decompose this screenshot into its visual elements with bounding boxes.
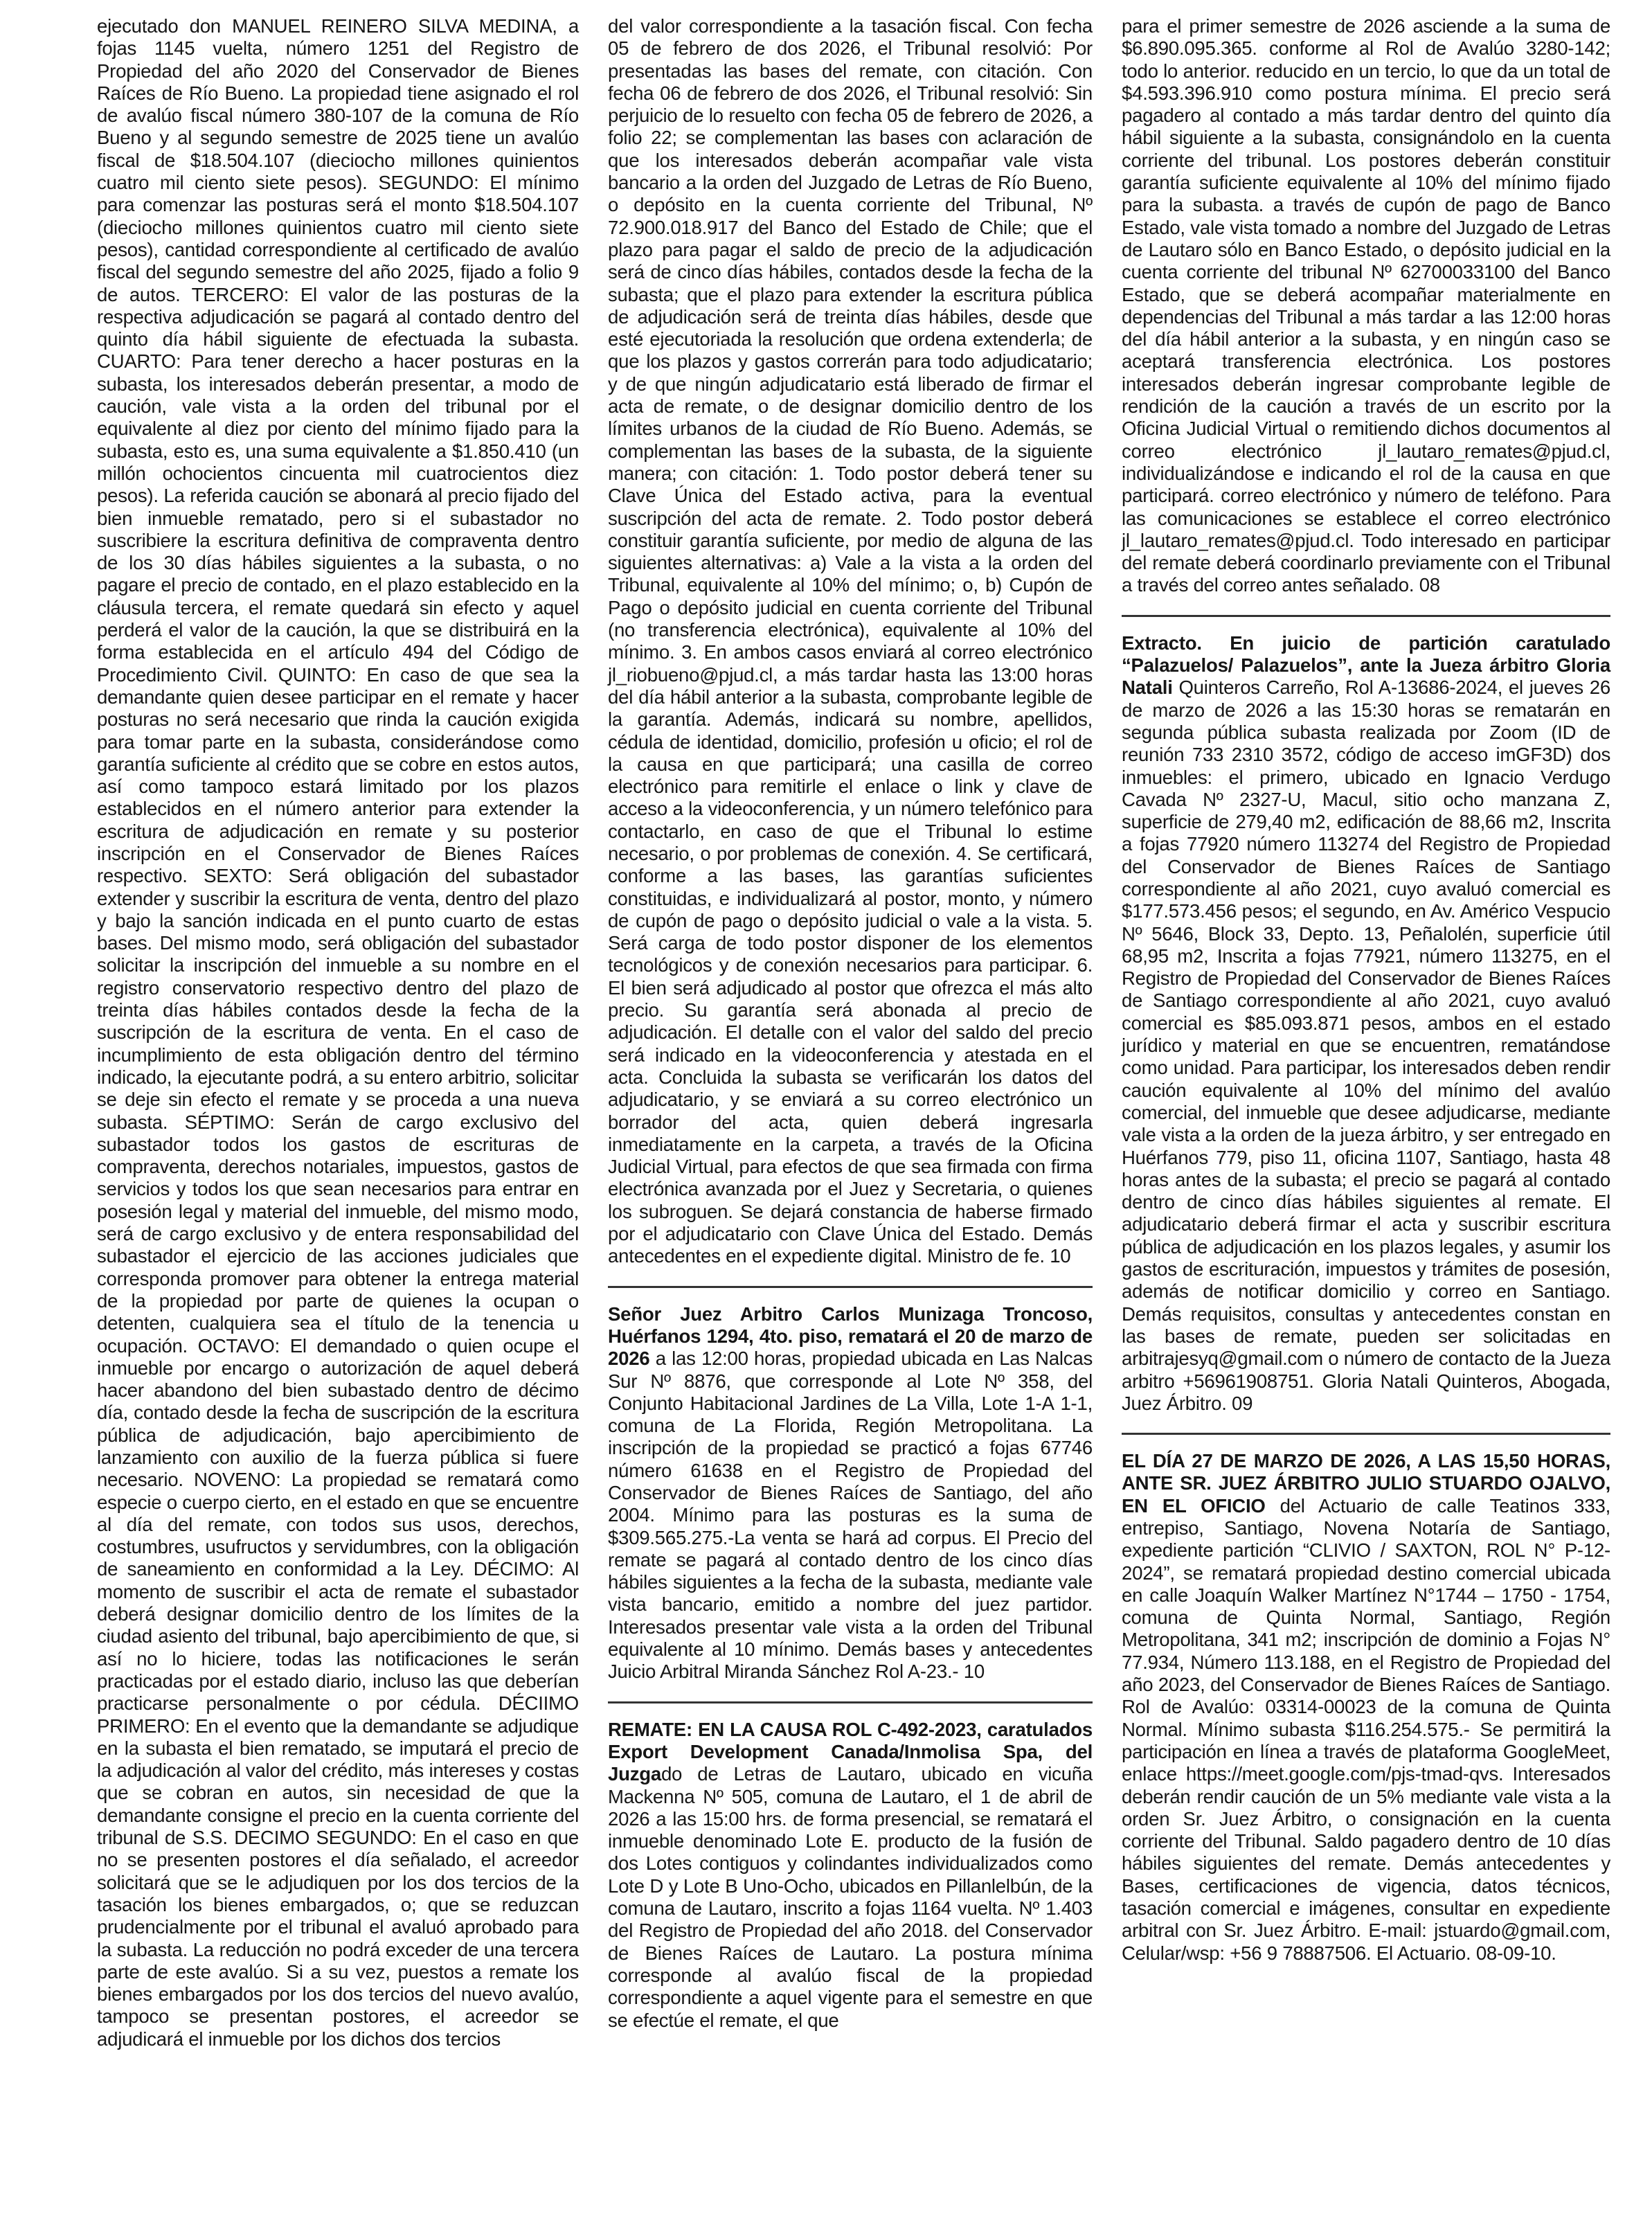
notice-body: del valor correspondiente a la tasación fiscal. Con fecha 05 de febrero de dos 2026, el Tribunal resolvió: Por presentadas las bases del remate, con citación. Con fecha 06 de febrero de dos 2026, el Tribunal resolvió: Sin perjuicio de lo resuelto con fecha 05 de febrero de 2026, a folio 22; se complementan las bases con aclaración de que los interesados deberán acompañar vale vista bancario a la orden del Juzgado de Letras de Río Bueno, o depósito en la cuenta corriente del Tribunal, Nº 72.900.018.917 del Banco del Estado de Chile; que el plazo para pagar el saldo de precio de la adjudicación será de cinco días hábiles, contados desde la fecha de la subasta; que el plazo para extender la escritura pública de adjudicación será de treinta días hábiles, desde que esté ejecutoriada la resolución que ordena extenderla; de que los plazos y gastos correrán para todo adjudicatario; y de que ningún adjudicatario está liberado de firmar el acta de remate, o de designar domicilio dentro de los límites urbanos de la ciudad de Río Bueno. Además, se complementan las bases de la subasta, de la siguiente manera; con citación: 1. Todo postor deberá tener su Clave Única del Estado activa, para la eventual suscripción del acta de remate. 2. Todo postor deberá constituir garantía suficiente, por medio de alguna de las siguientes alternativas: a) Vale a la vista a la orden del Tribunal, equivalente al 10% del mínimo; o, b) Cupón de Pago o depósito judicial en cuenta corriente del Tribunal (no transferencia electrónica), equivalente al 10% del mínimo. 3. En ambos casos enviará al correo electrónico jl_riobueno@pjud.cl, a más tardar hasta las 13:00 horas del día hábil anterior a la subasta, comprobante legible de la garantía. Además, indicará su nombre, apellidos, cédula de identidad, domicilio, profesión u oficio; el rol de la causa en que participará; una casilla de correo electrónico para remitirle el enlace o link y clave de acceso a la videoconferencia, y un número telefónico para contactarlo, en caso de que el Tribunal lo estime necesario, o por problemas de conexión. 4. Se certificará, conforme a las bases, las garantías suficientes constituidas, e individualizará al postor, monto, y número de cupón de pago o depósito judicial o vale a la vista. 5. Será carga de todo postor disponer de los elementos tecnológicos y de conexión necesarios para participar. 6. El bien será adjudicado al postor que ofrezca el más alto precio. Su garantía será abonada al precio de adjudicación. El detalle con el valor del saldo del precio será indicado en la videoconferencia y atestada en el acta. Concluida la subasta se verificarán los datos del adjudicatario, y se enviará a su correo electrónico un borrador del acta, quien deberá ingresarla inmediatamente en la carpeta, a través de la Oficina Judicial Virtual, para efectos de que sea firmada con firma electrónica avanzada por el Juez y Secretaria, o quienes los subroguen. Se dejará constancia de haberse firmado por el adjudicatario con Clave Única del Estado. Demás antecedentes en el expediente digital. Ministro de fe. 10	[608, 15, 1093, 1267]
notice-continued-rio-bueno-2	[608, 15, 1093, 1268]
column-1	[97, 15, 579, 2050]
column-2	[608, 15, 1093, 2032]
notice-heading: Señor Juez Arbitro Carlos Munizaga Troncoso, Huérfanos 1294, 4to. piso, rematará el 20 de marzo de 2026	[608, 1303, 1093, 1370]
notice-body: Quinteros Carreño, Rol A-13686-2024, el jueves 26 de marzo de 2026 a las 15:30 horas se rematarán en segunda pública subasta realizada por Zoom (ID de reunión 733 2310 3572, código de acceso imGF3D) dos inmuebles: el primero, ubicado en Ignacio Verdugo Cavada Nº 2327-U, Macul, sitio ocho manzana Z, superficie de 279,40 m2, edificación de 88,66 m2, Inscrita a fojas 77920 número 113274 del Registro de Propiedad del Conservador de Bienes Raíces de Santiago correspondiente al año 2021, cuyo avaluó comercial es $177.573.456 pesos; el segundo, en Av. Américo Vespucio Nº 5646, Block 33, Depto. 13, Peñalolén, superficie útil 68,95 m2, Inscrita a fojas 77921, número 113275, en el Registro de Propiedad del Conservador de Bienes Raíces de Santiago correspondiente al año 2021, cuyo avaluó comercial es $85.093.871 pesos, ambos en el estado jurídico y material en que se encuentren, rematándose como unidad. Para participar, los interesados deben rendir caución equivalente al 10% del mínimo del avalúo comercial, del inmueble que desee adjudicarse, mediante vale vista a la orden de la jueza árbitro, y ser entregado en Huérfanos 779, piso 11, oficina 1107, Santiago, hasta 48 horas antes de la subasta; el precio se pagará al contado dentro de cinco días hábiles siguientes al remate. El adjudicatario deberá firmar el acta y suscribir escritura pública de adjudicación en los plazos legales, y asumir los gastos de escrituración, impuestos y trámites de posesión, además de notificar domicilio y correo en Santiago. Demás requisitos, consultas y antecedentes constan en las bases de remate, pueden ser solicitadas en arbitrajesyq@gmail.com o número de contacto de la Jueza arbitro +56961908751. Gloria Natali Quinteros, Abogada, Juez Árbitro. 09	[1122, 677, 1611, 1414]
notice-clivio-saxton	[1122, 1450, 1610, 1965]
column-3	[1122, 15, 1610, 1965]
notice-body: para el primer semestre de 2026 asciende a la suma de $6.890.095.365. conforme al Rol de Avalúo 3280-142; todo lo anterior. reducido en un tercio, lo que da un total de $4.593.396.910 como postura mínima. El precio será pagadero al contado a más tardar dentro del quinto día hábil siguiente a la subasta, consignándolo en la cuenta corriente del tribunal. Los postores deberán constituir garantía suficiente equivalente al 10% del mínimo fijado para la subasta. a través de cupón de pago de Banco Estado, vale vista tomado a nombre del Juzgado de Letras de Lautaro sólo en Banco Estado, o depósito judicial en la cuenta corriente del tribunal Nº 62700033100 del Banco Estado, que se deberá acompañar materialmente en dependencias del Tribunal a más tardar a las 12:00 horas del día hábil anterior a la subasta, y en ningún caso se aceptará transferencia electrónica. Los postores interesados deberán ingresar comprobante legible de rendición de la caución a través de un escrito por la Oficina Judicial Virtual o remitiendo dichos documentos al correo electrónico jl_lautaro_remates@pjud.cl, individualizándose e indicando el rol de la causa en que participará. correo electrónico y número de teléfono. Para las comunicaciones se establece el correo electrónico jl_lautaro_remates@pjud.cl. Todo interesado en participar del remate deberá coordinarlo previamente con el Tribunal a través del correo antes señalado. 08	[1122, 15, 1610, 596]
notice-divider	[1122, 1433, 1610, 1435]
notice-body: do de Letras de Lautaro, ubicado en vicuña Mackenna Nº 505, comuna de Lautaro, el 1 de abril de 2026 a las 15:00 hrs. de forma presencial, se rematará el inmueble denominado Lote E. producto de la fusión de dos Lotes contiguos y colindantes individualizados como Lote D y Lote B Uno-Ocho, ubicados en Pillanlelbún, de la comuna de Lautaro, inscrito a fojas 1164 vuelta. Nº 1.403 del Registro de Propiedad del año 2018. del Conservador de Bienes Raíces de Lautaro. La postura mínima corresponde al avalúo fiscal de la propiedad correspondiente a aquel vigente para el semestre en que se efectúe el remate, el que	[608, 1763, 1093, 2031]
notice-heading: EL DÍA 27 DE MARZO DE 2026, A LAS 15,50 HORAS, ANTE SR. JUEZ ÁRBITRO JULIO STUARDO OJALVO, EN EL OFICIO	[1122, 1450, 1610, 1517]
notice-palazuelos	[1122, 632, 1610, 1415]
notice-body: del Actuario de calle Teatinos 333, entrepiso, Santiago, Novena Notaría de Santiago, expediente partición “CLIVIO / SAXTON, ROL N° P-12-2024”, se rematará propiedad destino comercial ubicada en calle Joaquín Walker Martínez N°1744 – 1750 - 1754, comuna de Quinta Normal, Santiago, Región Metropolitana, 341 m2; inscripción de dominio a Fojas N° 77.934, Número 113.188, en el Registro de Propiedad del año 2023, del Conservador de Bienes Raíces de Santiago. Rol de Avalúo: 03314-00023 de la comuna de Quinta Normal. Mínimo subasta $116.254.575.- Se permitirá la participación en línea a través de plataforma GoogleMeet, enlace https://meet.google.com/pjs-tmad-qvs. Interesados deberán rendir caución de un 5% mediante vale vista a la orden Sr. Juez Árbitro, o consignación en la cuenta corriente del Tribunal. Saldo pagadero dentro de 10 días hábiles siguientes del remate. Demás antecedentes y Bases, certificaciones de vigencia, datos técnicos, tasación comercial e imágenes, consultar en expediente arbitral con Sr. Juez Árbitro. E-mail: jstuardo@gmail.com, Celular/wsp: +56 9 78887506. El Actuario. 08-09-10.	[1122, 1494, 1611, 1964]
notice-continued-rio-bueno	[97, 15, 579, 2050]
notice-continued-lautaro	[1122, 15, 1610, 597]
notice-body: ejecutado don MANUEL REINERO SILVA MEDINA, a fojas 1145 vuelta, número 1251 del Registro de Propiedad del año 2020 del Conservador de Bienes Raíces de Río Bueno. La propiedad tiene asignado el rol de avalúo fiscal número 380-107 de la comuna de Río Bueno y al segundo semestre de 2025 tiene un avalúo fiscal de $18.504.107 (dieciocho millones quinientos cuatro mil ciento siete pesos). SEGUNDO: El mínimo para comenzar las posturas será el monto $18.504.107 (dieciocho millones quinientos cuatro mil ciento siete pesos), cantidad correspondiente al certificado de avalúo fiscal del segundo semestre del año 2025, fijado a folio 9 de autos. TERCERO: El valor de las posturas de la respectiva adjudicación se pagará al contado dentro del quinto día hábil siguiente de efectuada la subasta. CUARTO: Para tener derecho a hacer posturas en la subasta, los interesados deberán presentar, a modo de caución, vale vista a la orden del tribunal por el equivalente al diez por ciento del mínimo fijado para la subasta, esto es, una suma equivalente a $1.850.410 (un millón ochocientos cincuenta mil cuatrocientos diez pesos). La referida caución se abonará al precio fijado del bien inmueble rematado, pero si el subastador no suscribiere la escritura definitiva de compraventa dentro de los 30 días hábiles siguientes a la subasta, o no pagare el precio de contado, en el plazo establecido en la cláusula tercera, el remate quedará sin efecto y aquel perderá el valor de la caución, la que se distribuirá en la forma establecida en el artículo 494 del Código de Procedimiento Civil. QUINTO: En caso de que sea la demandante quien desee participar en el remate y hacer posturas no será necesario que rinda la caución exigida para tomar parte en la subasta, considerándose como garantía suficiente al crédito que se cobre en estos autos, así como tampoco estará limitado por los plazos establecidos en el número anterior para extender la escritura de adjudicación en remate y su posterior inscripción en el Conservador de Bienes Raíces respectivo. SEXTO: Será obligación del subastador extender y suscribir la escritura de venta, dentro del plazo y bajo la sanción indicada en el punto cuarto de estas bases. Del mismo modo, será obligación del subastador solicitar la inscripción del inmueble a su nombre en el registro conservatorio respectivo dentro del plazo de treinta días hábiles contados desde la fecha de la suscripción de la escritura de venta. En el caso de incumplimiento de esta obligación dentro del término indicado, la ejecutante podrá, a su entero arbitrio, solicitar se deje sin efecto el remate y se proceda a una nueva subasta. SÉPTIMO: Serán de cargo exclusivo del subastador todos los gastos de escrituras de compraventa, derechos notariales, impuestos, gastos de servicios y todos los que sean necesarios para entrar en posesión legal y material del inmueble, del mismo modo, será de cargo exclusivo y de entera responsabilidad del subastador el ejercicio de las acciones judiciales que corresponda promover para obtener la entrega material de la propiedad por parte de quienes la ocupan o detenten, cualquiera sea el título de la tenencia u ocupación. OCTAVO: El demandado o quien ocupe el inmueble por encargo o autorización de aquel deberá hacer abandono del bien subastado dentro de décimo día, contado desde la fecha de suscripción de la escritura pública de adjudicación, bajo apercibimiento de lanzamiento con auxilio de la fuerza pública si fuere necesario. NOVENO: La propiedad se rematará como especie o cuerpo cierto, en el estado en que se encuentre al día del remate, con todos sus usos, derechos, costumbres, usufructos y servidumbres, con la obligación de saneamiento en conformidad a la Ley. DÉCIMO: Al momento de suscribir el acta de remate el subastador deberá designar domicilio dentro de los límites de la ciudad asiento del tribunal, bajo apercibimiento de que, si así no lo hiciere, todas las notificaciones le serán practicadas por el estado diario, incluso las que deberían practicarse personalmente o por cédula. DÉCIIMO PRIMERO: En el evento que la demandante se adjudique en la subasta el bien rematado, se imputará el precio de la adjudicación al valor del crédito, más intereses y costas que se cobran en autos, sin necesidad de que la demandante consigne el precio en la cuenta corriente del tribunal de S.S. DECIMO SEGUNDO: En el caso en que no se presenten postores el día señalado, el acreedor solicitará que se le adjudiquen por los dos tercios de la tasación los bienes embargados, o; que se reduzcan prudencialmente por el tribunal el avaluó aprobado para la subasta. La reducción no podrá exceder de una tercera parte de este avalúo. Si a su vez, puestos a remate los bienes embargados por los dos tercios del nuevo avalúo, tampoco se presentan postores, el acreedor se adjudicará el inmueble por los dichos dos tercios	[97, 15, 580, 2050]
notice-body: a las 12:00 horas, propiedad ubicada en Las Nalcas Sur Nº 8876, que corresponde al Lote Nº 358, del Conjunto Habitacional Jardines de La Villa, Lote 1-A 1-1, comuna de La Florida, Región Metropolitana. La inscripción de la propiedad se practicó a fojas 67746 número 61638 en el Registro de Propiedad del Conservador de Bienes Raíces de Santiago, del año 2004. Mínimo para las posturas es la suma de $309.565.275.-La venta se hará ad corpus. El Precio del remate se pagará al contado dentro de los cinco días hábiles siguientes a la fecha de la subasta, mediante vale vista bancario, emitido a nombre del juez partidor. Interesados presentar vale vista a la orden del Tribunal equivalente al 10 mínimo. Demás bases y antecedentes Juicio Arbitral Miranda Sánchez Rol A-23.- 10	[608, 1348, 1093, 1683]
notice-divider	[1122, 615, 1610, 617]
notice-heading: Extracto. En juicio de partición caratulado “Palazuelos/ Palazuelos”, ante la Jueza árbitro Gloria Natali	[1122, 632, 1610, 699]
notice-divider	[608, 1701, 1093, 1703]
notice-heading: REMATE: EN LA CAUSA ROL C-492-2023, caratulados Export Development Canada/Inmolisa Spa, del Juzga	[608, 1718, 1093, 1785]
notice-lautaro	[608, 1719, 1093, 2032]
notice-munizaga	[608, 1303, 1093, 1683]
notice-divider	[608, 1286, 1093, 1288]
